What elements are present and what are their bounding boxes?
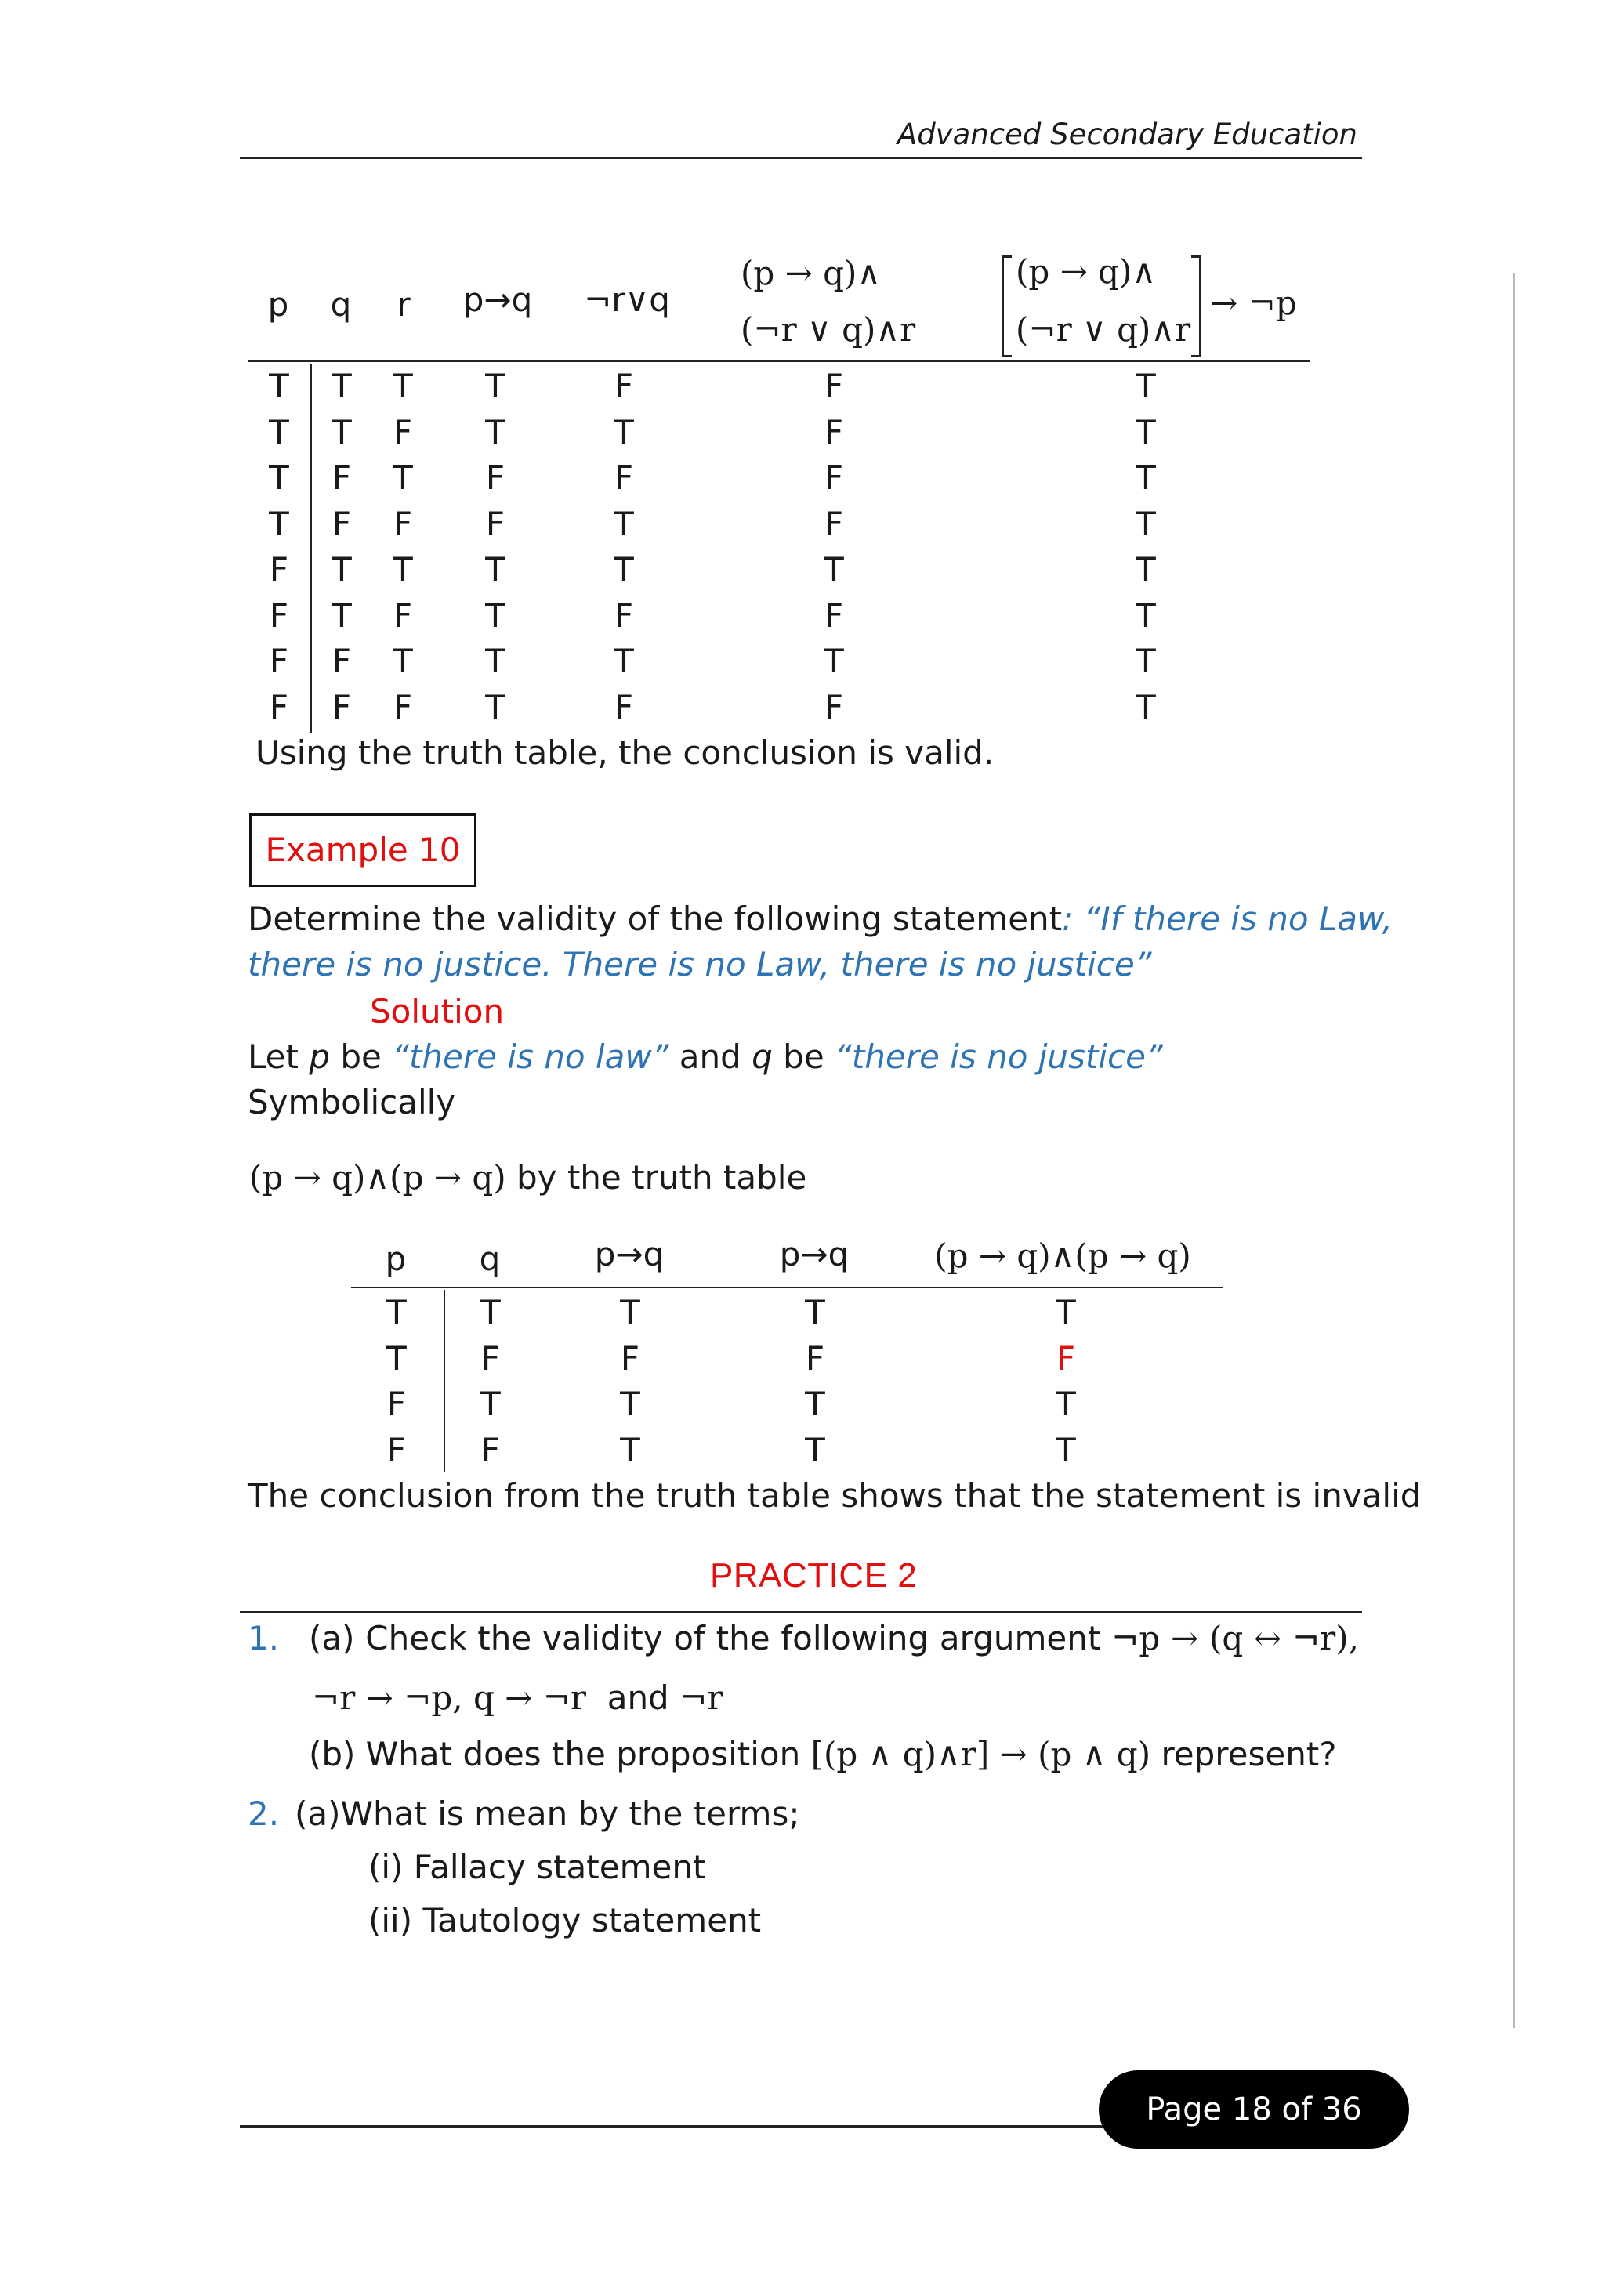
t2-header-conjunction: (p → q)∧(p → q) [934, 1237, 1191, 1275]
t1-cell: T [1136, 412, 1156, 451]
t1-cell: F [614, 687, 634, 726]
t1-left-bracket [1002, 255, 1012, 357]
t2-cell: T [805, 1293, 825, 1331]
t1-cell: F [393, 504, 413, 543]
formula: (p → q)∧(p → q) [249, 1158, 506, 1197]
t1-cell: F [614, 596, 634, 635]
t1-cell: T [485, 367, 505, 405]
footer-rule [240, 2125, 1180, 2128]
let-line [248, 1034, 1163, 1080]
t1-header-col7-line2: (¬r ∨ q)∧r [1016, 310, 1191, 349]
t1-cell: F [269, 687, 289, 726]
t2-header-p-implies-q-1: p→q [594, 1235, 665, 1273]
t2-cell: T [480, 1385, 501, 1423]
t1-cell: T [824, 642, 844, 680]
t1-cell: T [485, 550, 505, 588]
q2-number: 2. [248, 1794, 280, 1833]
t2-cell: T [620, 1430, 640, 1469]
t2-cell: F [386, 1430, 407, 1469]
t1-header-col6-line1: (p → q)∧ [741, 254, 882, 292]
t1-cell: T [269, 504, 289, 543]
t1-cell: T [332, 367, 352, 405]
q1a-and: and [607, 1679, 669, 1717]
q1a-premises: ¬r → ¬p, q → ¬r [312, 1679, 586, 1717]
q1-number: 1. [248, 1619, 280, 1657]
t1-cell: T [1136, 504, 1156, 543]
t2-cell: F [1056, 1338, 1076, 1378]
t2-cell: T [805, 1385, 825, 1423]
t1-cell: F [332, 458, 352, 497]
t1-cell: F [269, 642, 289, 680]
determine-quote-start: : “If there is no Law, [1062, 900, 1393, 938]
t1-header-r: r [397, 285, 411, 324]
t1-header-p: p [267, 285, 289, 324]
t1-cell: F [824, 367, 844, 405]
t1-cell: T [485, 596, 505, 635]
t1-cell: F [393, 687, 413, 726]
formula-line [249, 1155, 806, 1201]
t2-cell: F [620, 1338, 640, 1378]
practice-rule [240, 1611, 1362, 1613]
t2-cell: T [620, 1293, 640, 1331]
page-number: Page 18 of 36 [1146, 2091, 1362, 2128]
q1a-formula: ¬p → (q ↔ ¬r), [1111, 1619, 1359, 1657]
determine-line-1 [248, 896, 1393, 942]
solution-label: Solution [370, 992, 505, 1030]
t1-cell: F [824, 504, 844, 543]
t1-cell: T [393, 458, 413, 497]
t1-header-q: q [330, 285, 352, 324]
t1-cell: T [269, 458, 289, 497]
header-title: Advanced Secondary Education [897, 118, 1357, 151]
t1-cell: T [1136, 687, 1156, 726]
t2-cell: T [1056, 1430, 1076, 1469]
t1-cell: F [824, 458, 844, 497]
t1-cell: T [332, 596, 352, 635]
t2-cell: F [805, 1338, 825, 1378]
t1-cell: F [332, 504, 352, 543]
t1-cell: T [269, 412, 289, 451]
let-word: Let [248, 1038, 310, 1076]
t1-cell: T [614, 412, 634, 451]
determine-text: Determine the validity of the following statement [248, 900, 1063, 938]
t1-cell: F [614, 458, 634, 497]
t1-cell: F [332, 687, 352, 726]
t1-cell: T [269, 367, 289, 405]
q2-i: (i) Fallacy statement [368, 1848, 706, 1886]
t2-header-p-implies-q-2: p→q [779, 1235, 850, 1273]
q1b-end: represent? [1161, 1735, 1337, 1773]
header-rule [240, 157, 1362, 159]
t1-cell: T [485, 412, 505, 451]
t2-cell: T [386, 1293, 407, 1331]
t1-cell: F [824, 412, 844, 451]
t1-cell: F [393, 412, 413, 451]
symbolically-label: Symbolically [248, 1083, 456, 1121]
t1-cell: T [1136, 367, 1156, 405]
conclusion-2: The conclusion from the truth table shows that the statement is invalid [248, 1476, 1422, 1515]
practice-heading: PRACTICE 2 [710, 1556, 918, 1595]
t2-header-rule [351, 1287, 1223, 1288]
t1-cell: T [485, 642, 505, 680]
t1-header-not-r-or-q: ¬r∨q [584, 281, 670, 319]
t1-header-col7-line1: (p → q)∧ [1016, 252, 1157, 291]
t1-cell: T [1136, 458, 1156, 497]
page-number-badge [1099, 2070, 1409, 2149]
t2-cell: T [386, 1338, 407, 1378]
right-margin-line [1513, 273, 1515, 2028]
t1-cell: F [269, 596, 289, 635]
let-q-meaning: “there is no justice” [835, 1038, 1163, 1076]
t1-cell: F [393, 596, 413, 635]
t1-cell: T [393, 550, 413, 588]
t1-cell: T [614, 504, 634, 543]
t2-cell: F [480, 1338, 501, 1378]
t1-cell: F [485, 458, 505, 497]
t2-header-q: q [479, 1240, 501, 1278]
t1-cell: T [824, 550, 844, 588]
t1-cell: T [393, 642, 413, 680]
t1-cell: F [332, 642, 352, 680]
q1a-line-2 [312, 1675, 723, 1721]
t1-header-rule [248, 360, 1310, 362]
t1-header-col6-line2: (¬r ∨ q)∧r [741, 310, 916, 349]
t2-cell: T [1056, 1293, 1076, 1331]
t2-cell: T [805, 1430, 825, 1469]
t1-cell: T [614, 550, 634, 588]
t1-cell: F [485, 504, 505, 543]
t2-cell: F [386, 1385, 407, 1423]
example-label-box [249, 813, 476, 887]
q1a-line [309, 1616, 1359, 1661]
t2-header-p: p [385, 1240, 407, 1278]
t1-cell: F [824, 687, 844, 726]
t1-cell: T [485, 687, 505, 726]
t1-header-p-implies-q: p→q [462, 281, 533, 319]
let-p-meaning: “there is no law” [392, 1038, 669, 1076]
t1-cell: F [614, 367, 634, 405]
conclusion-1: Using the truth table, the conclusion is valid. [255, 733, 995, 772]
t1-header-col7-suffix: → ¬p [1210, 284, 1297, 322]
t1-cell: T [332, 412, 352, 451]
t1-right-bracket [1191, 255, 1201, 357]
t1-cell: F [824, 596, 844, 635]
t2-cell: F [480, 1430, 501, 1469]
q1b-formula: [(p ∧ q)∧r] → (p ∧ q) [810, 1735, 1151, 1773]
q1a-text: (a) Check the validity of the following argument [309, 1619, 1101, 1657]
t1-cell: T [1136, 642, 1156, 680]
t1-cell: T [332, 550, 352, 588]
example-label: Example 10 [265, 831, 461, 869]
q1a-last-premise: ¬r [679, 1679, 723, 1717]
q1b-line [309, 1732, 1337, 1777]
determine-line-2: there is no justice. There is no Law, there is no justice” [248, 945, 1152, 983]
t1-cell: F [269, 550, 289, 588]
let-be-1: be [330, 1038, 393, 1076]
let-q: q [752, 1038, 773, 1076]
let-p: p [309, 1038, 330, 1076]
t2-cell: T [620, 1385, 640, 1423]
let-be-2: be [772, 1038, 835, 1076]
q2-ii: (ii) Tautology statement [368, 1901, 762, 1939]
q1b-text: (b) What does the proposition [309, 1735, 801, 1773]
t2-cell: T [1056, 1385, 1076, 1423]
let-and: and [668, 1038, 752, 1076]
t1-cell: T [1136, 596, 1156, 635]
t1-cell: T [393, 367, 413, 405]
by-truth-table: by the truth table [505, 1158, 807, 1197]
t1-cell: T [1136, 550, 1156, 588]
t1-cell: T [614, 642, 634, 680]
q2-text: (a)What is mean by the terms; [295, 1794, 800, 1833]
t2-cell: T [480, 1293, 501, 1331]
